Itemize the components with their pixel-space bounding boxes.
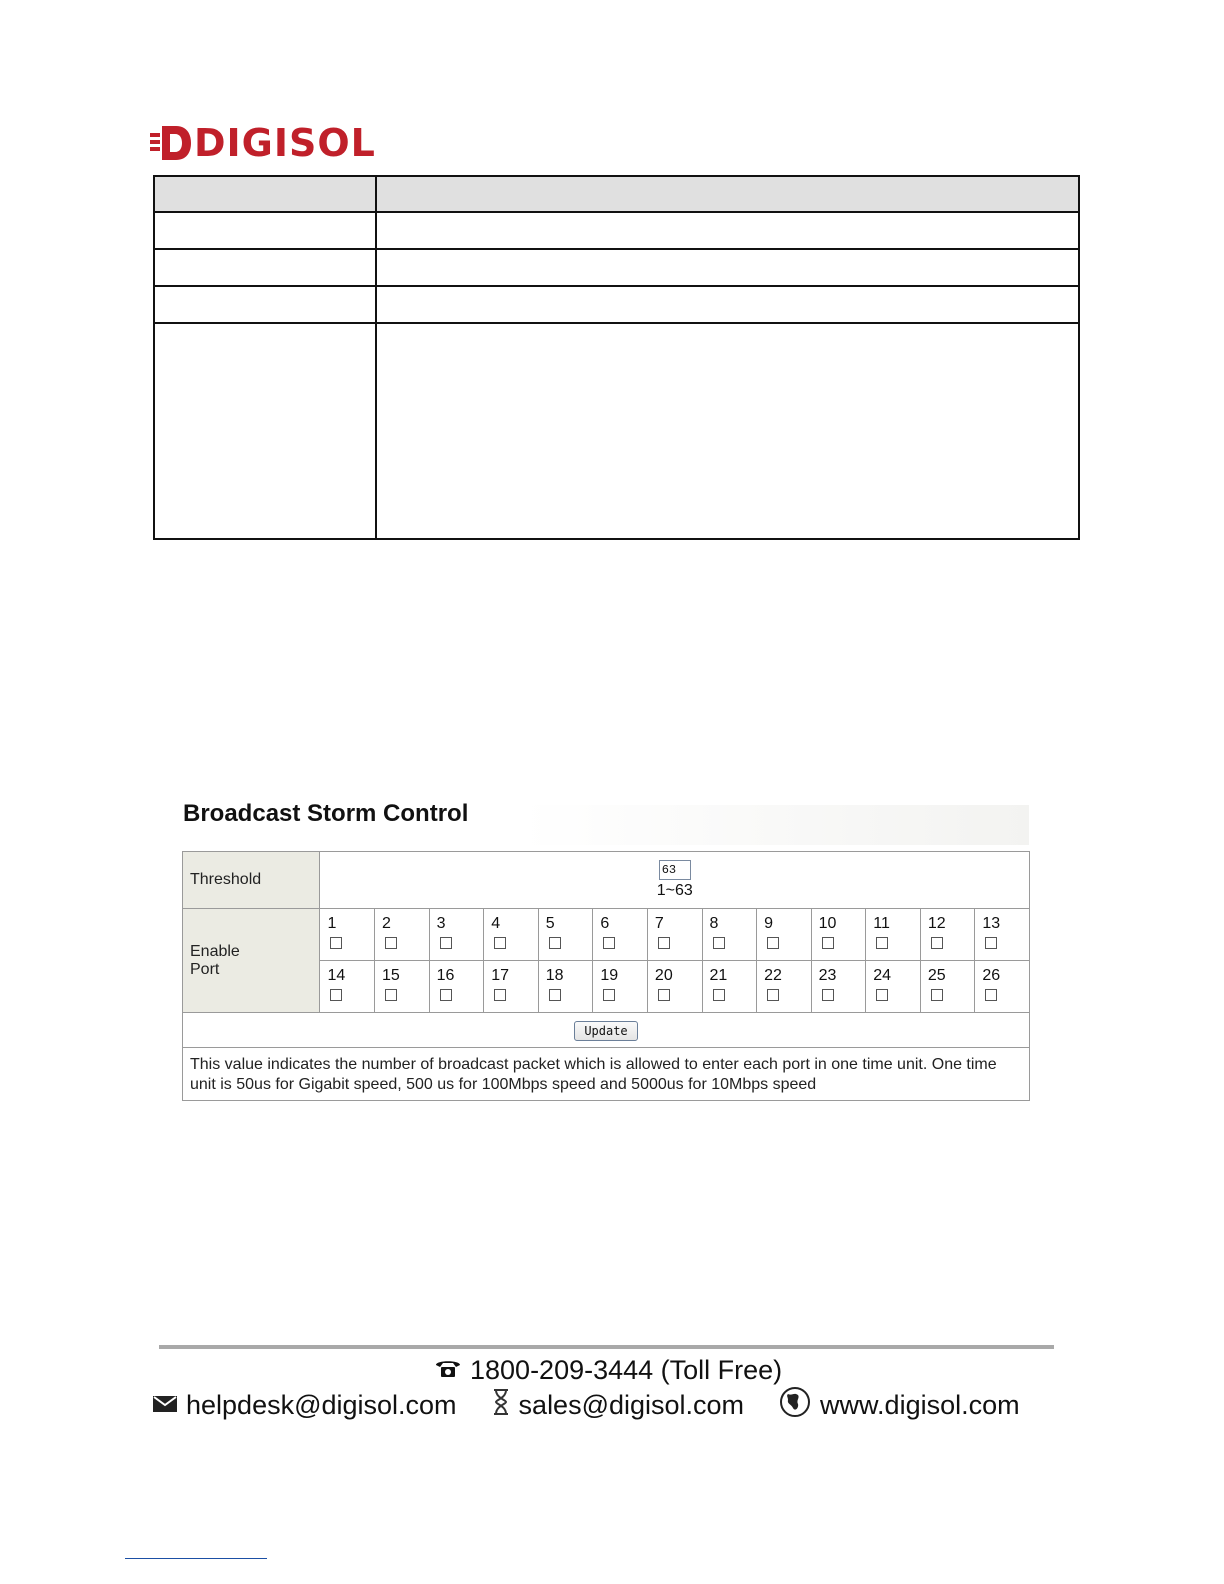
port-cell <box>757 909 812 961</box>
port-cell <box>811 961 866 1013</box>
port-enable-checkbox[interactable] <box>713 937 725 949</box>
port-enable-checkbox[interactable] <box>876 989 888 1001</box>
port-number: 25 <box>927 967 946 984</box>
port-number: 13 <box>982 915 1001 932</box>
port-number: 22 <box>764 967 782 984</box>
port-enable-checkbox[interactable] <box>440 937 452 949</box>
port-cell <box>484 961 539 1013</box>
update-row <box>183 1013 1030 1048</box>
port-cell <box>866 961 921 1013</box>
digisol-logo <box>150 122 376 164</box>
footer-contacts <box>152 1386 1020 1425</box>
port-cell <box>320 961 375 1013</box>
port-number: 15 <box>382 967 400 984</box>
port-number: 20 <box>654 967 673 984</box>
port-enable-checkbox[interactable] <box>767 989 779 1001</box>
port-number: 16 <box>436 967 455 984</box>
port-cell <box>647 961 702 1013</box>
port-enable-checkbox[interactable] <box>385 989 397 1001</box>
port-cell <box>538 961 593 1013</box>
sales-email[interactable]: sales@digisol.com <box>518 1390 745 1420</box>
port-number: 24 <box>873 967 892 984</box>
doc-table-row <box>154 249 1079 286</box>
doc-table-row <box>154 286 1079 323</box>
port-cell <box>920 961 975 1013</box>
port-cell <box>866 909 921 961</box>
port-cell <box>593 909 648 961</box>
port-enable-checkbox[interactable] <box>985 937 997 949</box>
port-cell <box>702 909 757 961</box>
port-enable-checkbox[interactable] <box>549 989 561 1001</box>
port-cell <box>702 961 757 1013</box>
page-title: Broadcast Storm Control <box>183 800 469 827</box>
port-cell <box>375 961 430 1013</box>
port-number: 8 <box>709 915 719 932</box>
port-enable-checkbox[interactable] <box>385 937 397 949</box>
port-enable-checkbox[interactable] <box>876 937 888 949</box>
port-number: 6 <box>600 915 610 932</box>
port-enable-checkbox[interactable] <box>658 937 670 949</box>
port-number: 11 <box>873 915 890 932</box>
port-number: 5 <box>545 915 555 932</box>
port-enable-checkbox[interactable] <box>440 989 452 1001</box>
threshold-range: 1~63 <box>656 882 693 899</box>
port-enable-checkbox[interactable] <box>603 989 615 1001</box>
port-enable-checkbox[interactable] <box>658 989 670 1001</box>
port-enable-checkbox[interactable] <box>767 937 779 949</box>
port-enable-checkbox[interactable] <box>330 989 342 1001</box>
port-number: 2 <box>382 915 391 932</box>
phone-number: 1800-209-3444 (Toll Free) <box>470 1355 783 1385</box>
port-cell <box>538 909 593 961</box>
port-number: 9 <box>764 915 773 932</box>
port-number: 10 <box>818 915 837 932</box>
port-number: 18 <box>545 967 564 984</box>
port-number: 4 <box>491 915 501 932</box>
enable-port-label: Enable Port <box>183 909 320 1013</box>
helpdesk-email[interactable]: helpdesk@digisol.com <box>186 1390 457 1420</box>
doc-table-row <box>154 212 1079 249</box>
threshold-row <box>183 852 1030 909</box>
port-enable-checkbox[interactable] <box>931 989 943 1001</box>
update-button[interactable]: Update <box>574 1021 637 1041</box>
document-table <box>153 175 1080 540</box>
port-cell <box>757 961 812 1013</box>
port-cell <box>320 909 375 961</box>
port-cell <box>975 909 1030 961</box>
port-number: 12 <box>927 915 946 932</box>
port-number: 17 <box>491 967 509 984</box>
port-enable-checkbox[interactable] <box>931 937 943 949</box>
port-enable-checkbox[interactable] <box>822 937 834 949</box>
broadcast-storm-table <box>182 851 1030 1101</box>
mail-icon <box>152 1390 178 1421</box>
port-number: 7 <box>654 915 664 932</box>
footer-phone <box>434 1355 782 1386</box>
port-cell <box>375 909 430 961</box>
port-cell <box>429 909 484 961</box>
footer-divider <box>159 1345 1054 1349</box>
logo-mark-icon <box>150 123 192 163</box>
port-enable-checkbox[interactable] <box>330 937 342 949</box>
note-row <box>183 1048 1030 1101</box>
website-link[interactable]: www.digisol.com <box>820 1390 1020 1420</box>
doc-table-header-row <box>154 176 1079 212</box>
port-number: 23 <box>818 967 837 984</box>
port-enable-checkbox[interactable] <box>822 989 834 1001</box>
port-number: 26 <box>982 967 1001 984</box>
threshold-input[interactable]: 63 <box>659 860 691 880</box>
logo-text: DIGISOL <box>194 121 376 165</box>
port-enable-checkbox[interactable] <box>985 989 997 1001</box>
ports-row <box>183 909 1030 961</box>
port-number: 1 <box>327 915 337 932</box>
port-number: 14 <box>327 967 346 984</box>
port-cell <box>920 909 975 961</box>
footer-bottom-line <box>125 1558 267 1559</box>
threshold-value-cell <box>320 852 1030 909</box>
telephone-icon <box>434 1355 462 1386</box>
port-enable-checkbox[interactable] <box>494 989 506 1001</box>
port-cell <box>484 909 539 961</box>
port-number: 21 <box>709 967 728 984</box>
port-number: 19 <box>600 967 619 984</box>
doc-table-row <box>154 323 1079 539</box>
port-enable-checkbox[interactable] <box>603 937 615 949</box>
port-cell <box>647 909 702 961</box>
port-cell <box>429 961 484 1013</box>
port-enable-checkbox[interactable] <box>549 937 561 949</box>
port-enable-checkbox[interactable] <box>494 937 506 949</box>
threshold-label: Threshold <box>183 852 320 909</box>
port-enable-checkbox[interactable] <box>713 989 725 1001</box>
note-text: This value indicates the number of broadcast packet which is allowed to enter each port in one time unit. One time unit is 50us for Gigabit speed, 500 us for 100Mbps speed and 5000us for 10Mbps speed <box>183 1048 1030 1101</box>
globe-icon <box>778 1386 812 1425</box>
port-cell <box>593 961 648 1013</box>
port-cell <box>811 909 866 961</box>
port-cell <box>975 961 1030 1013</box>
hourglass-icon <box>491 1388 511 1423</box>
port-number: 3 <box>436 915 446 932</box>
